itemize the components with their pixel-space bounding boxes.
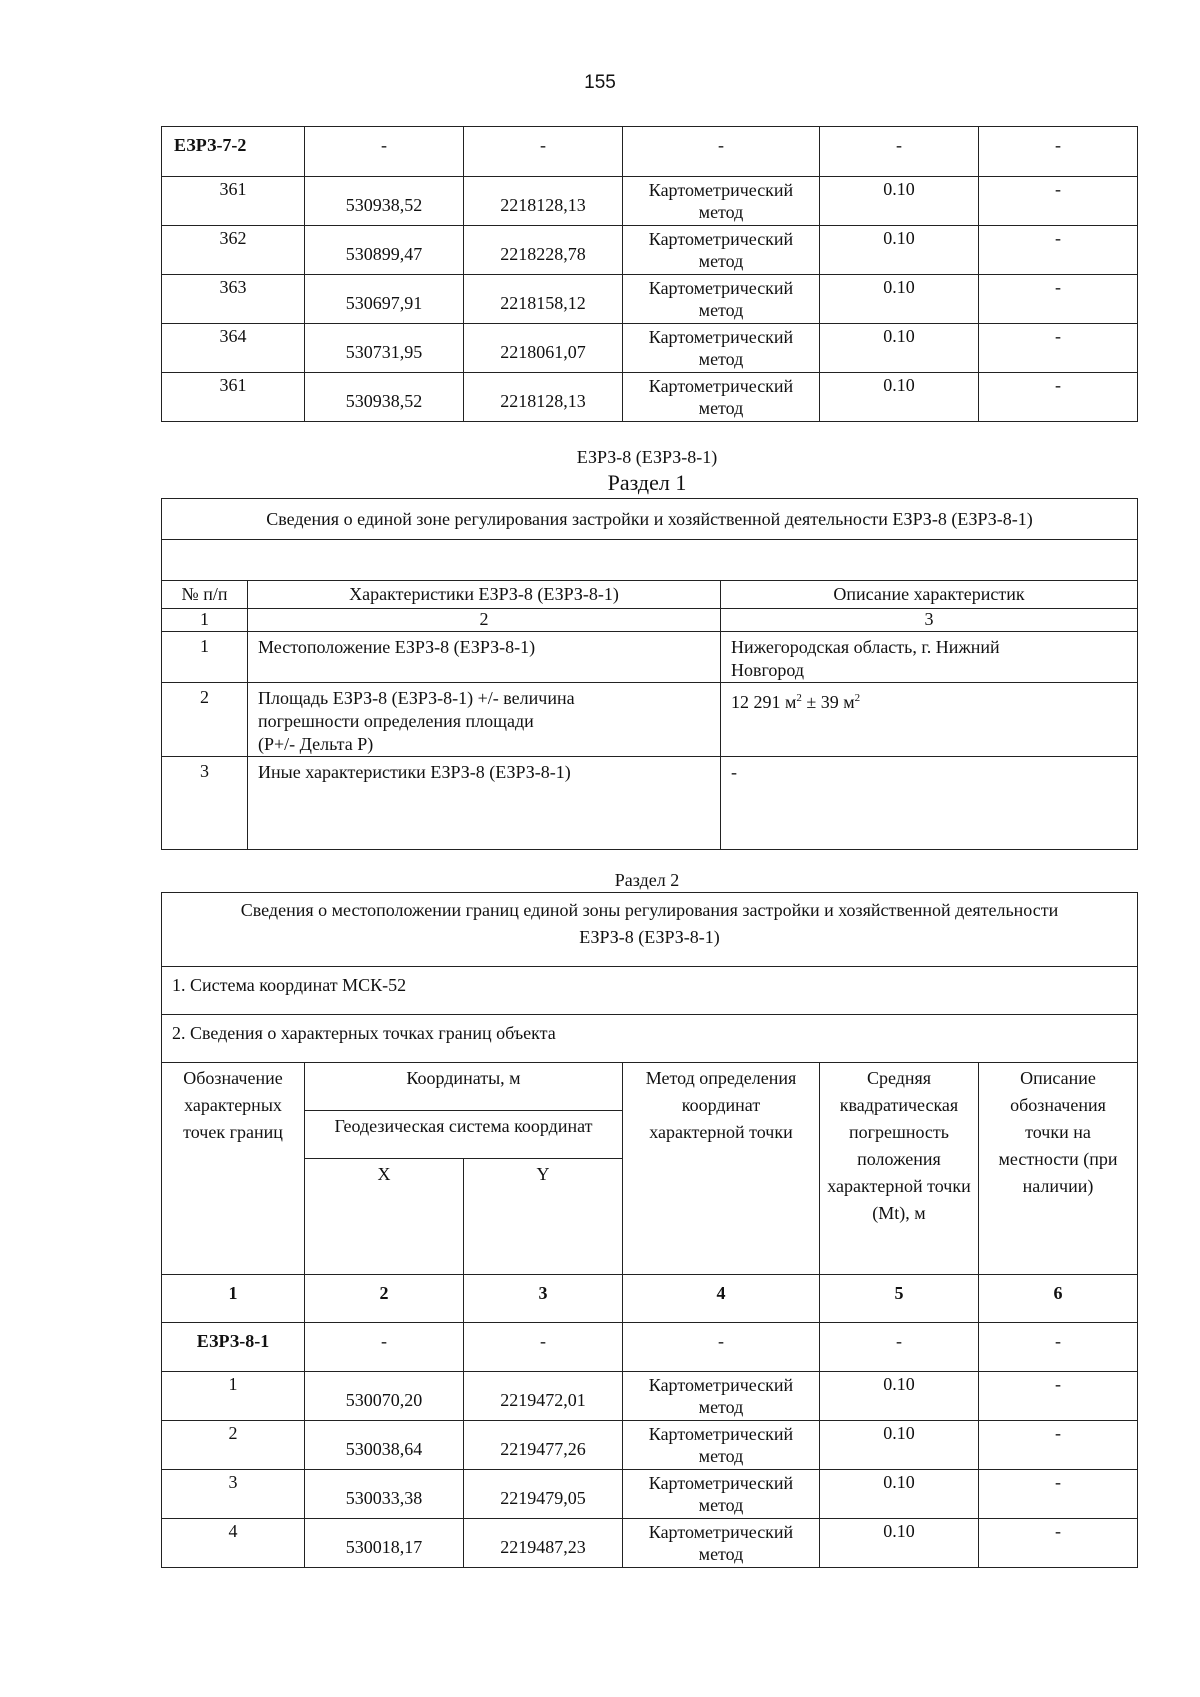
point-method <box>623 324 820 373</box>
header-line: наличии) <box>1022 1176 1094 1196</box>
row-number: 2 <box>162 683 248 757</box>
point-number: 361 <box>162 373 305 422</box>
point-number: 362 <box>162 226 305 275</box>
method-line: метод <box>698 300 744 320</box>
point-desc: - <box>979 226 1138 275</box>
section2-title: Раздел 2 <box>614 870 680 890</box>
caption-line: Сведения о местоположении границ единой зоны регулирования застройки и хозяйственной деятельности <box>240 900 1059 920</box>
characteristic-name <box>248 632 721 683</box>
section2-table <box>161 892 1138 1568</box>
col-number: 2 <box>305 1275 464 1323</box>
method-line: метод <box>698 1495 744 1515</box>
point-desc: - <box>979 177 1138 226</box>
point-desc: - <box>979 324 1138 373</box>
point-desc: - <box>979 1519 1138 1568</box>
header-coordinates: Координаты, м <box>305 1063 623 1111</box>
method-line: метод <box>698 1446 744 1466</box>
group-id: ЕЗРЗ-8-1 <box>162 1323 305 1372</box>
header-line: Средняя <box>866 1068 932 1088</box>
area-value: 12 291 м <box>731 692 797 712</box>
point-number: 364 <box>162 324 305 373</box>
header-description <box>979 1063 1138 1275</box>
method-line: метод <box>698 1397 744 1417</box>
point-method <box>623 1372 820 1421</box>
table-row <box>162 177 1138 226</box>
column-number-row <box>162 1275 1138 1323</box>
point-method <box>623 1421 820 1470</box>
method-line: метод <box>698 349 744 369</box>
header-description: Описание характеристик <box>721 581 1138 609</box>
table-row <box>162 324 1138 373</box>
column-number-row <box>162 609 1138 632</box>
point-x: 530731,95 <box>305 324 464 373</box>
point-y: 2218128,13 <box>464 373 623 422</box>
header-line: координат <box>681 1095 761 1115</box>
method-line: Картометрический <box>648 1522 794 1542</box>
method-line: Картометрический <box>648 1424 794 1444</box>
col-number: 4 <box>623 1275 820 1323</box>
point-method <box>623 177 820 226</box>
header-y: Y <box>464 1159 623 1275</box>
header-line: точек границ <box>183 1122 283 1142</box>
table-header-row <box>162 581 1138 609</box>
point-x: 530899,47 <box>305 226 464 275</box>
col-number: 2 <box>248 609 721 632</box>
point-mt: 0.10 <box>820 226 979 275</box>
row-number: 1 <box>162 632 248 683</box>
col-number: 6 <box>979 1275 1138 1323</box>
table-row <box>162 967 1138 1015</box>
point-number: 4 <box>162 1519 305 1568</box>
point-number: 2 <box>162 1421 305 1470</box>
caption-line: ЕЗРЗ-8 (ЕЗРЗ-8-1) <box>579 927 720 947</box>
point-number: 3 <box>162 1470 305 1519</box>
col-number: 1 <box>162 1275 305 1323</box>
method-line: Картометрический <box>648 1375 794 1395</box>
area-error: ± 39 м <box>801 692 855 712</box>
point-y: 2219479,05 <box>464 1470 623 1519</box>
area-unit-exponent: 2 <box>796 692 802 704</box>
header-line: местности (при <box>998 1149 1118 1169</box>
text-line: Площадь ЕЗРЗ-8 (ЕЗРЗ-8-1) +/- величина <box>258 688 575 708</box>
point-mt: 0.10 <box>820 1372 979 1421</box>
point-desc: - <box>979 275 1138 324</box>
table-row <box>162 226 1138 275</box>
header-point-designation <box>162 1063 305 1275</box>
method-line: Картометрический <box>648 1473 794 1493</box>
characteristic-value <box>721 757 1138 850</box>
method-line: метод <box>698 398 744 418</box>
header-number: № п/п <box>162 581 248 609</box>
point-x: 530070,20 <box>305 1372 464 1421</box>
point-x: 530033,38 <box>305 1470 464 1519</box>
header-method <box>623 1063 820 1275</box>
point-mt: 0.10 <box>820 373 979 422</box>
point-method <box>623 275 820 324</box>
point-method <box>623 1470 820 1519</box>
point-x: 530938,52 <box>305 177 464 226</box>
point-mt: 0.10 <box>820 1421 979 1470</box>
characteristic-name <box>248 757 721 850</box>
point-y: 2218228,78 <box>464 226 623 275</box>
point-y: 2218158,12 <box>464 275 623 324</box>
col-number: 3 <box>721 609 1138 632</box>
method-line: Картометрический <box>648 180 794 200</box>
section1-title: Раздел 1 <box>607 470 687 495</box>
header-x: X <box>305 1159 464 1275</box>
col-number: 3 <box>464 1275 623 1323</box>
header-line: (Mt), м <box>872 1203 926 1223</box>
point-method <box>623 226 820 275</box>
row-number: 3 <box>162 757 248 850</box>
point-mt: 0.10 <box>820 1470 979 1519</box>
header-line: квадратическая <box>839 1095 959 1115</box>
point-number: 361 <box>162 177 305 226</box>
text-line: погрешности определения площади <box>258 711 534 731</box>
text-line: Иные характеристики ЕЗРЗ-8 (ЕЗРЗ-8-1) <box>258 762 571 782</box>
group-mt: - <box>820 1323 979 1372</box>
text-line: - <box>731 762 737 782</box>
point-y: 2218061,07 <box>464 324 623 373</box>
method-line: метод <box>698 251 744 271</box>
header-line: характерной точки <box>649 1122 793 1142</box>
point-desc: - <box>979 1372 1138 1421</box>
method-line: Картометрический <box>648 376 794 396</box>
group-method: - <box>623 127 820 177</box>
group-id: ЕЗРЗ-7-2 <box>162 127 305 177</box>
point-number: 363 <box>162 275 305 324</box>
point-number: 1 <box>162 1372 305 1421</box>
table-row <box>162 1421 1138 1470</box>
table-row <box>162 373 1138 422</box>
header-line: Обозначение <box>183 1068 283 1088</box>
points-table-top <box>161 126 1138 422</box>
header-line: обозначения <box>1010 1095 1106 1115</box>
table-row <box>162 1372 1138 1421</box>
point-y: 2219487,23 <box>464 1519 623 1568</box>
header-line: Метод определения <box>645 1068 797 1088</box>
area-unit-exponent: 2 <box>854 692 861 704</box>
header-line: характерной точки <box>827 1176 971 1196</box>
point-method <box>623 373 820 422</box>
section1-table <box>161 498 1138 850</box>
method-line: Картометрический <box>648 229 794 249</box>
header-line: Описание <box>1020 1068 1096 1088</box>
group-x: - <box>305 127 464 177</box>
header-characteristic: Характеристики ЕЗРЗ-8 (ЕЗРЗ-8-1) <box>248 581 721 609</box>
table-row <box>162 683 1138 757</box>
group-desc: - <box>979 1323 1138 1372</box>
point-x: 530018,17 <box>305 1519 464 1568</box>
table-row <box>162 632 1138 683</box>
table-row <box>162 1519 1138 1568</box>
header-line: характерных <box>184 1095 282 1115</box>
point-desc: - <box>979 1470 1138 1519</box>
header-geodetic-system: Геодезическая система координат <box>305 1111 623 1159</box>
characteristic-value <box>721 683 1138 757</box>
table-row <box>162 757 1138 850</box>
table-row-empty <box>162 540 1138 581</box>
point-y: 2219472,01 <box>464 1372 623 1421</box>
point-mt: 0.10 <box>820 177 979 226</box>
text-line: Местоположение ЕЗРЗ-8 (ЕЗРЗ-8-1) <box>258 637 536 657</box>
point-x: 530938,52 <box>305 373 464 422</box>
header-line: погрешность <box>848 1122 949 1142</box>
group-method: - <box>623 1323 820 1372</box>
method-line: Картометрический <box>648 278 794 298</box>
points-caption: 2. Сведения о характерных точках границ объекта <box>162 1015 1138 1063</box>
group-y: - <box>464 1323 623 1372</box>
page-number: 155 <box>584 72 616 93</box>
method-line: метод <box>698 202 744 222</box>
method-line: Картометрический <box>648 327 794 347</box>
point-x: 530697,91 <box>305 275 464 324</box>
header-mt <box>820 1063 979 1275</box>
section2-caption <box>162 893 1138 967</box>
table-row-group <box>162 127 1138 177</box>
group-mt: - <box>820 127 979 177</box>
point-y: 2218128,13 <box>464 177 623 226</box>
point-mt: 0.10 <box>820 324 979 373</box>
point-desc: - <box>979 1421 1138 1470</box>
table-header-row <box>162 1063 1138 1111</box>
group-x: - <box>305 1323 464 1372</box>
header-line: положения <box>857 1149 941 1169</box>
characteristic-name <box>248 683 721 757</box>
section1-caption: Сведения о единой зоне регулирования застройки и хозяйственной деятельности ЕЗРЗ-8 (ЕЗРЗ-8-1) <box>162 499 1138 540</box>
coord-system: 1. Система координат МСК-52 <box>162 967 1138 1015</box>
table-row <box>162 1015 1138 1063</box>
empty-cell <box>162 540 1138 581</box>
text-line: (Р+/- Дельта Р) <box>258 734 374 754</box>
table-row <box>162 275 1138 324</box>
point-mt: 0.10 <box>820 275 979 324</box>
table-row <box>162 893 1138 967</box>
table-row-group <box>162 1323 1138 1372</box>
point-method <box>623 1519 820 1568</box>
header-line: точки на <box>1025 1122 1091 1142</box>
point-y: 2219477,26 <box>464 1421 623 1470</box>
table-row <box>162 1470 1138 1519</box>
point-x: 530038,64 <box>305 1421 464 1470</box>
group-y: - <box>464 127 623 177</box>
method-line: метод <box>698 1544 744 1564</box>
table-row <box>162 499 1138 540</box>
col-number: 5 <box>820 1275 979 1323</box>
group-desc: - <box>979 127 1138 177</box>
characteristic-value <box>721 632 1138 683</box>
zone-title: ЕЗРЗ-8 (ЕЗРЗ-8-1) <box>576 447 718 467</box>
text-line: Нижегородская область, г. Нижний <box>731 637 1000 657</box>
text-line: Новгород <box>731 660 805 680</box>
point-mt: 0.10 <box>820 1519 979 1568</box>
col-number: 1 <box>162 609 248 632</box>
point-desc: - <box>979 373 1138 422</box>
